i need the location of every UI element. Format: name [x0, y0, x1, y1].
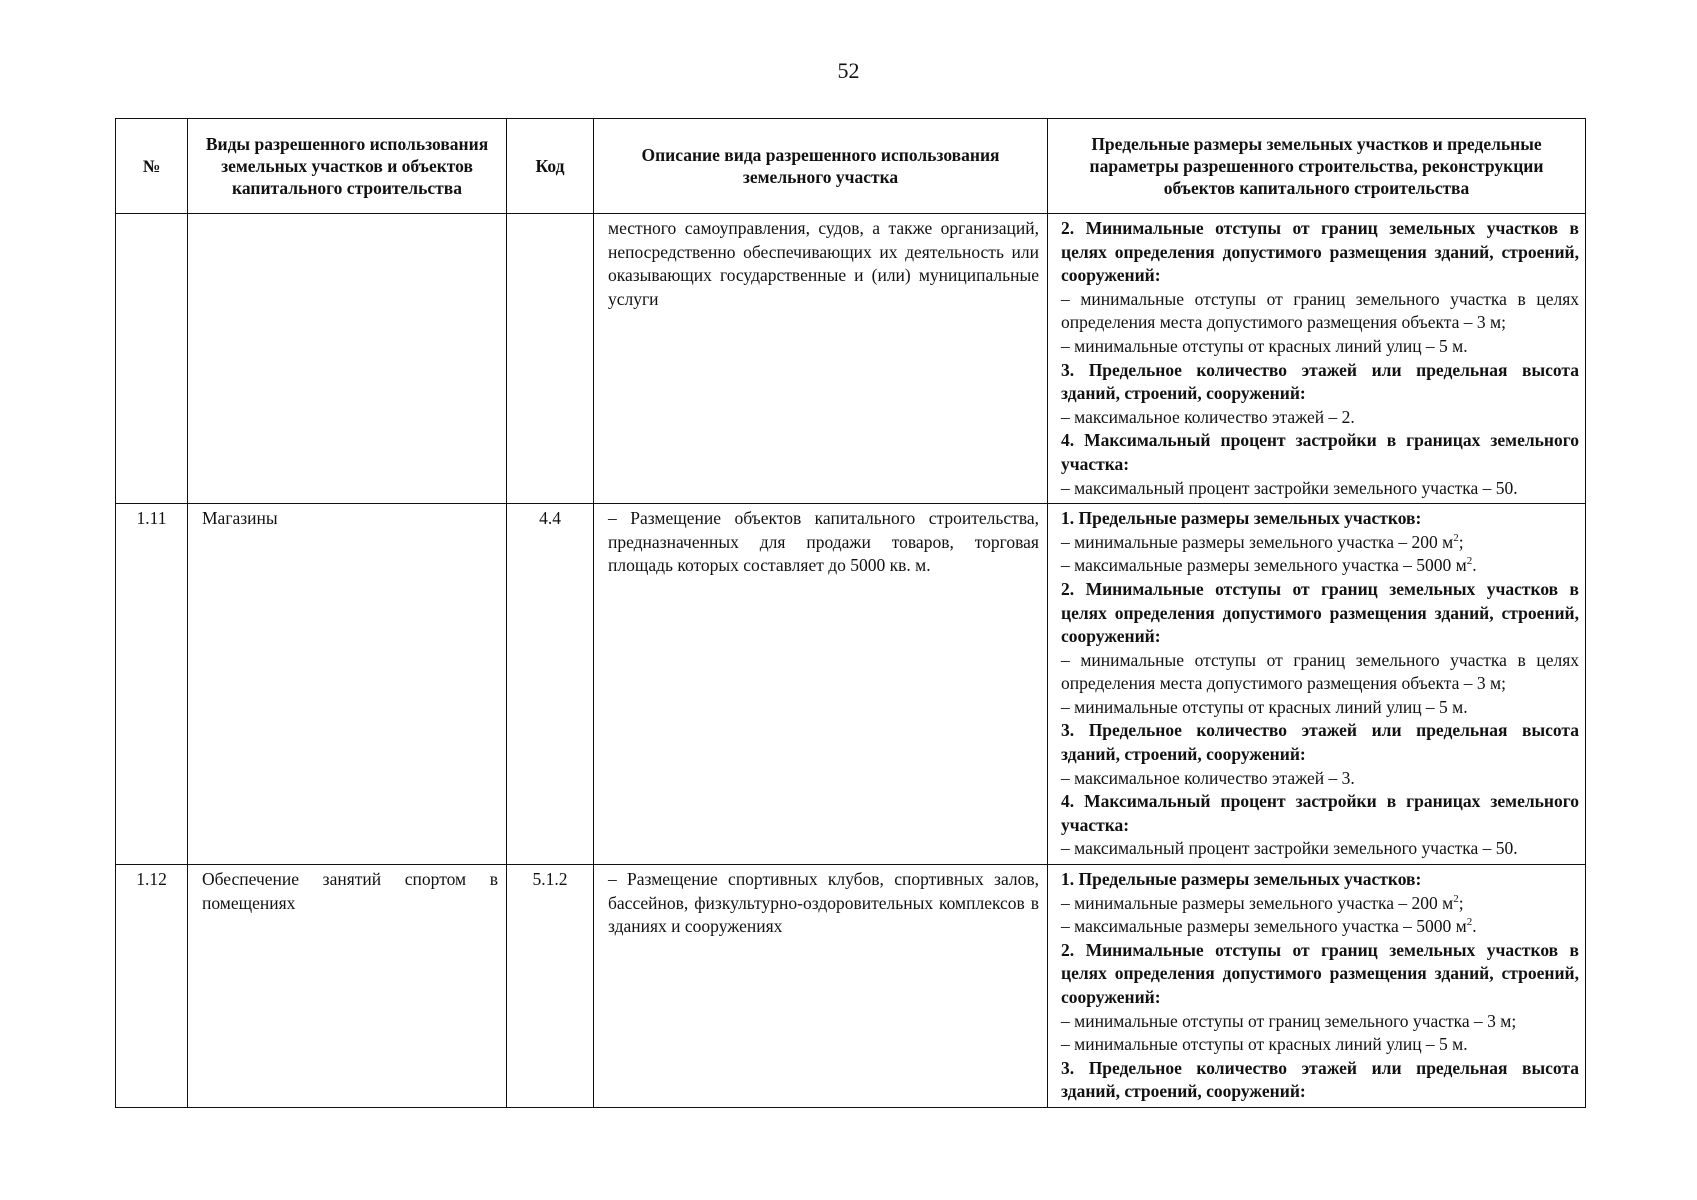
page-number: 52: [837, 58, 860, 83]
header-num: №: [116, 119, 188, 214]
param-heading: 4. Максимальный процент застройки в границах земельного участка:: [1061, 430, 1579, 474]
param-line: – максимальный процент застройки земельного участка – 50.: [1061, 838, 1518, 859]
header-description: Описание вида разрешенного использования земельного участка: [594, 119, 1048, 214]
param-line: – максимальное количество этажей – 2.: [1061, 406, 1355, 427]
row-num: [116, 214, 188, 504]
param-line: – максимальный процент застройки земельного участка – 50.: [1061, 477, 1518, 498]
table-row: [116, 214, 1586, 504]
row-description: местного самоуправления, судов, а также организаций, непосредственно обеспечивающих их деятельность или оказывающих государственные и (или) муниципальные услуги: [594, 214, 1048, 504]
param-line: – минимальные отступы от красных линий улиц – 5 м.: [1061, 1034, 1468, 1055]
header-code: Код: [507, 119, 594, 214]
zoning-table: [115, 118, 1586, 1108]
param-line: – максимальные размеры земельного участка – 5000 $м^2$.: [1061, 555, 1477, 576]
row-description: – Размещение объектов капитального строительства, предназначенных для продажи товаров, торговая площадь которых составляет до 5000 кв. м.: [594, 504, 1048, 865]
param-line: – максимальные размеры земельного участка – 5000 $м^2$.: [1061, 916, 1477, 937]
row-params: [1048, 865, 1586, 1108]
superscript: 2: [1466, 555, 1473, 568]
row-num: 1.12: [116, 865, 188, 1108]
param-line: – минимальные отступы от границ земельного участка – 3 м;: [1061, 1010, 1517, 1031]
param-line: – минимальные размеры земельного участка – 200 $м^2$;: [1061, 531, 1464, 552]
table-header-row: [116, 119, 1586, 214]
param-line: – минимальные отступы от границ земельного участка в целях определения места допустимого размещения объекта – 3 м;: [1061, 288, 1579, 333]
param-heading: 3. Предельное количество этажей или предельная высота зданий, строений, сооружений:: [1061, 1057, 1579, 1102]
param-line: – минимальные отступы от красных линий улиц – 5 м.: [1061, 335, 1468, 356]
table-row: [116, 865, 1586, 1108]
param-heading: 1. Предельные размеры земельных участков:: [1061, 508, 1422, 529]
param-line: – минимальные размеры земельного участка – 200 $м^2$;: [1061, 892, 1464, 913]
param-line: – минимальные отступы от красных линий улиц – 5 м.: [1061, 696, 1468, 717]
header-params: Предельные размеры земельных участков и предельные параметры разрешенного строительства, реконструкции объектов капитального строительства: [1048, 119, 1586, 214]
param-heading: 1. Предельные размеры земельных участков:: [1061, 869, 1422, 890]
row-code: 4.4: [507, 504, 594, 865]
param-heading: 3. Предельное количество этажей или предельная высота зданий, строений, сооружений:: [1061, 359, 1579, 404]
param-heading: 2. Минимальные отступы от границ земельных участков в целях определения допустимого размещения зданий, строений, сооружений:: [1061, 218, 1579, 286]
param-heading: 2. Минимальные отступы от границ земельных участков в целях определения допустимого размещения зданий, строений, сооружений:: [1061, 578, 1579, 647]
row-name: [188, 214, 507, 504]
header-kind: Виды разрешенного использования земельных участков и объектов капитального строительства: [188, 119, 507, 214]
row-code: 5.1.2: [507, 865, 594, 1108]
row-name: Обеспечение занятий спортом в помещениях: [188, 865, 507, 1108]
param-line: – максимальное количество этажей – 3.: [1061, 767, 1355, 788]
row-num: 1.11: [116, 504, 188, 865]
table-row: [116, 504, 1586, 865]
param-line: – минимальные отступы от границ земельного участка в целях определения места допустимого размещения объекта – 3 м;: [1061, 649, 1579, 694]
row-params: [1048, 504, 1586, 865]
row-params: [1048, 214, 1586, 504]
superscript: 2: [1453, 892, 1459, 905]
param-heading: 3. Предельное количество этажей или предельная высота зданий, строений, сооружений:: [1061, 720, 1579, 765]
row-code: [507, 214, 594, 504]
param-heading: 4. Максимальный процент застройки в границах земельного участка:: [1061, 791, 1579, 835]
row-name: Магазины: [188, 504, 507, 865]
superscript: 2: [1466, 916, 1473, 929]
param-heading: 2. Минимальные отступы от границ земельных участков в целях определения допустимого размещения зданий, строений, сооружений:: [1061, 939, 1579, 1007]
row-description: – Размещение спортивных клубов, спортивных залов, бассейнов, физкультурно-оздоровительных комплексов в зданиях и сооружениях: [594, 865, 1048, 1108]
superscript: 2: [1453, 531, 1459, 544]
